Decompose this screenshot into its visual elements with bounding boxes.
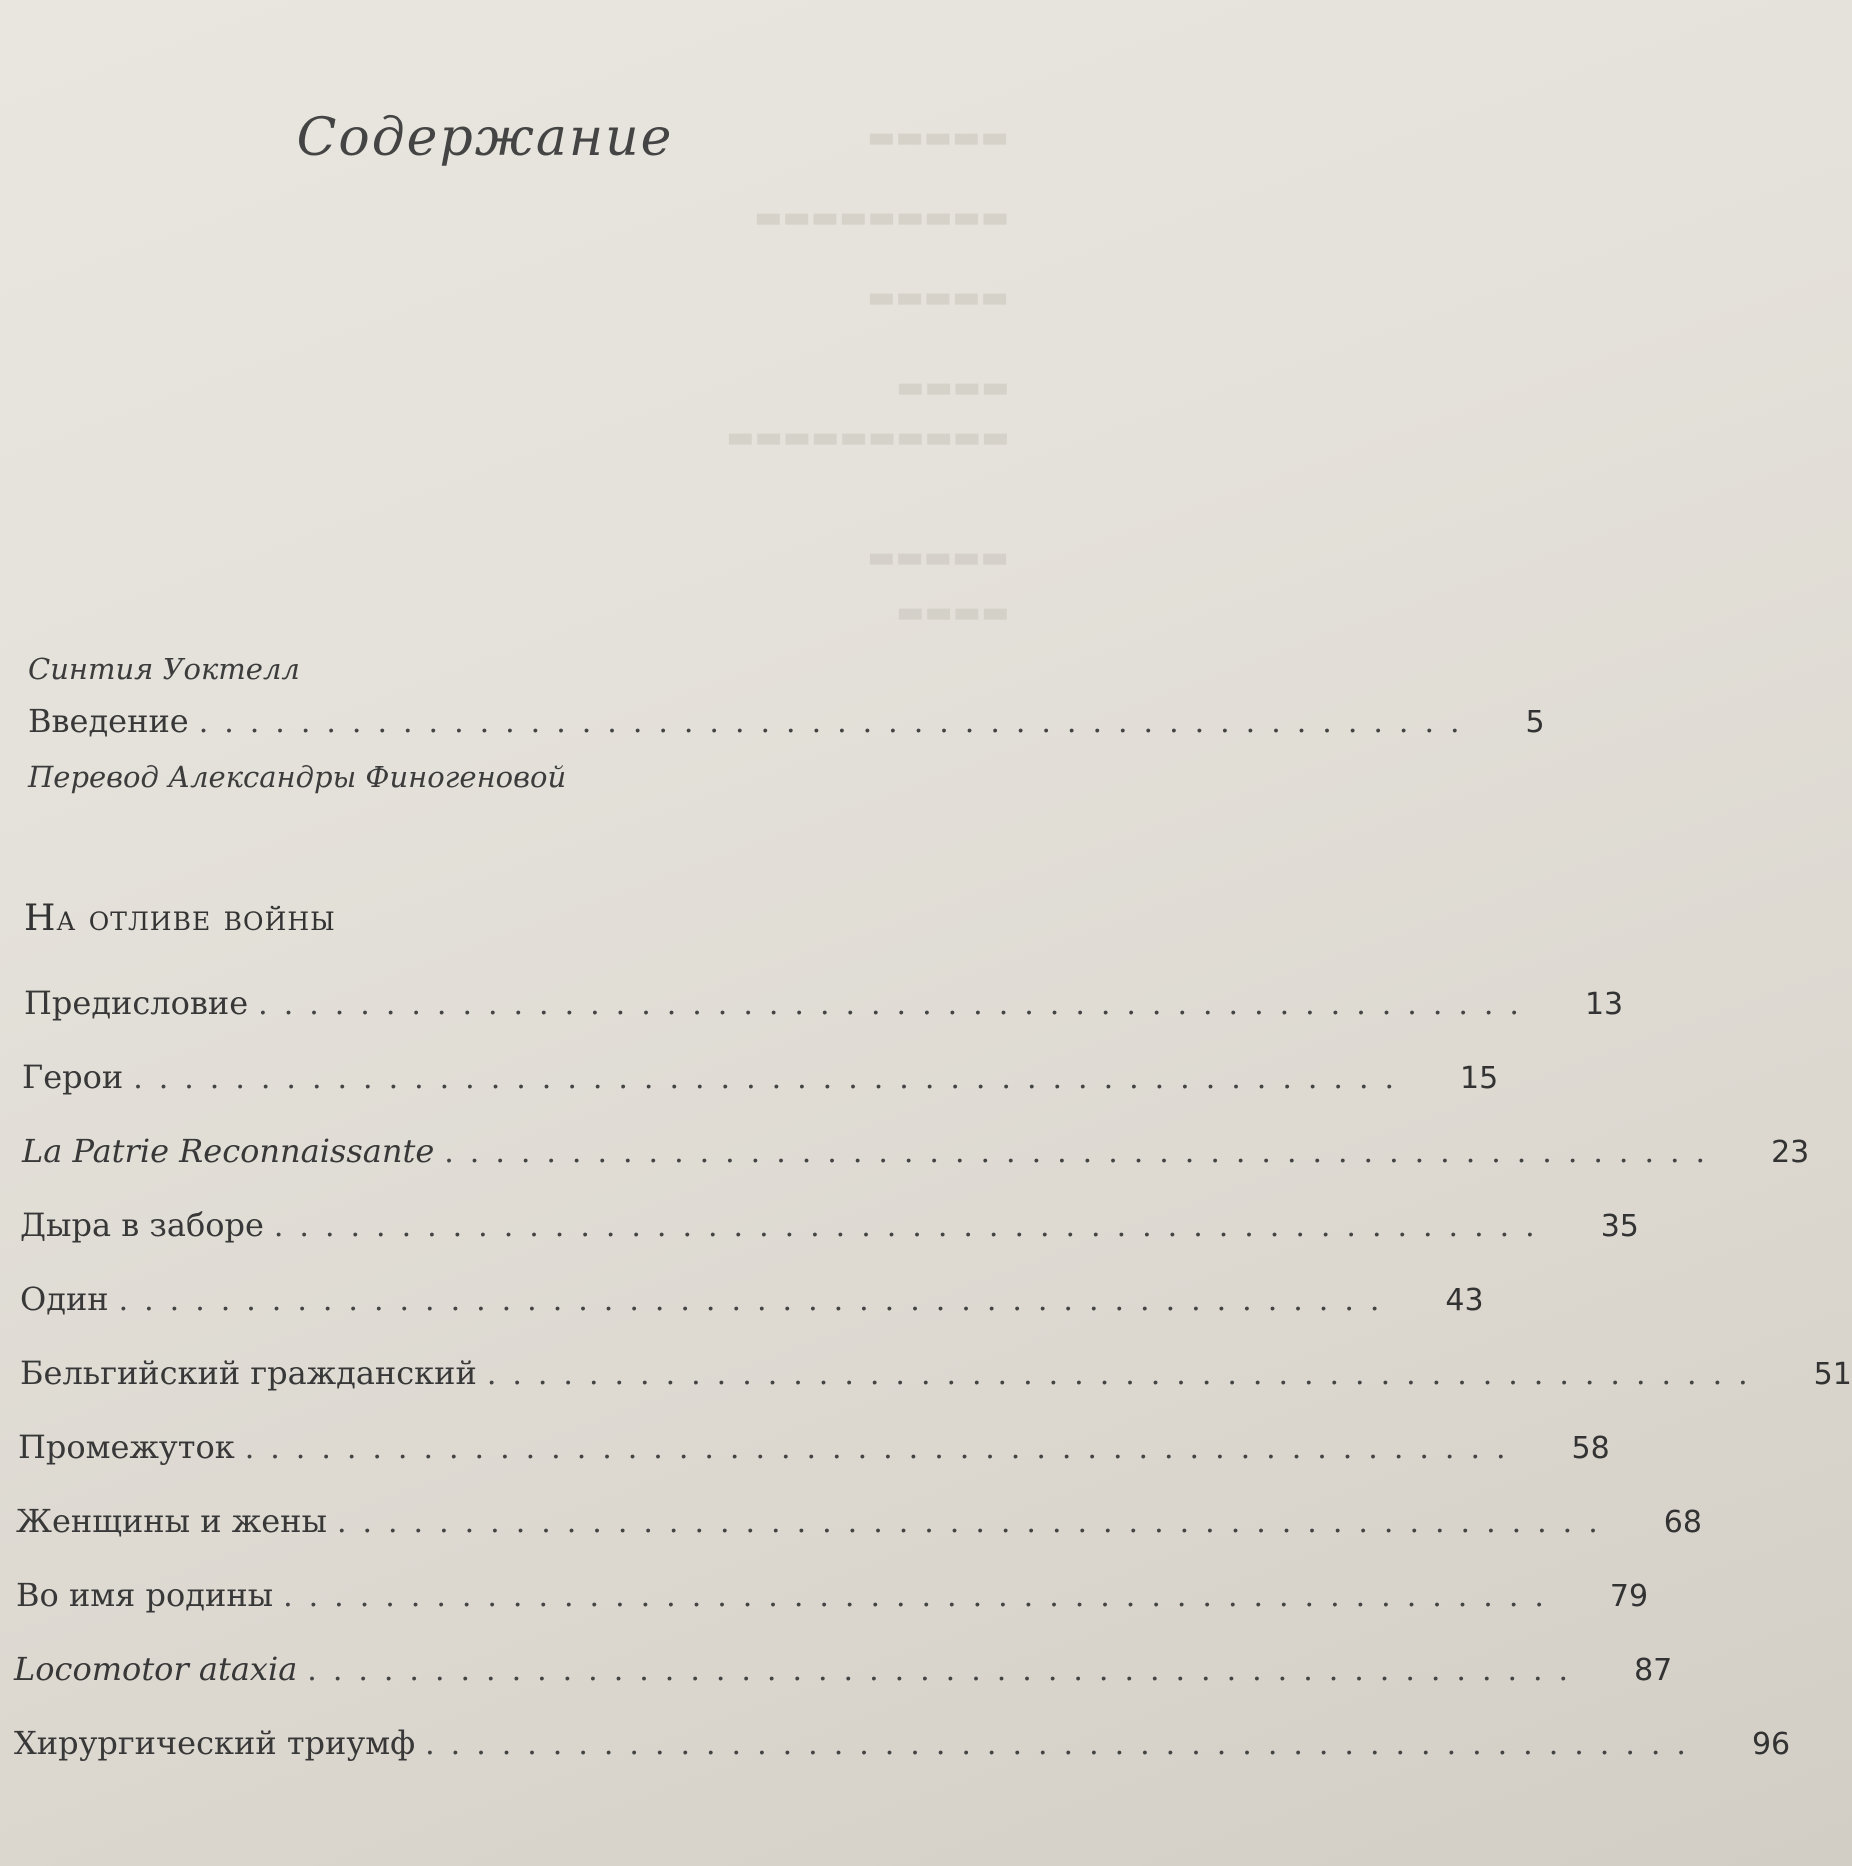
- toc-label: Locomotor ataxia: [14, 1650, 298, 1688]
- bleed-through-texture: ▬▬▬▬▬▬▬▬▬▬: [725, 420, 1009, 455]
- toc-row: [18, 1428, 1610, 1472]
- toc-label: Женщины и жены: [16, 1502, 327, 1540]
- toc-page-number: 5: [1525, 705, 1545, 740]
- toc-label: Бельгийский гражданский: [20, 1354, 477, 1392]
- toc-label: Предисловие: [24, 984, 249, 1022]
- toc-row: [20, 1354, 1852, 1398]
- toc-leader-dots: ..................................................: [486, 1357, 1764, 1392]
- toc-page-number: 35: [1600, 1209, 1639, 1244]
- toc-leader-dots: ..................................................: [444, 1135, 1722, 1170]
- toc-label: Введение: [28, 702, 189, 740]
- toc-row: [20, 1280, 1484, 1324]
- toc-page-number: 51: [1813, 1357, 1852, 1392]
- toc-row: [22, 1132, 1810, 1176]
- bleed-through-texture: ▬▬▬▬▬: [867, 280, 1009, 315]
- toc-leader-dots: ..................................................: [198, 705, 1476, 740]
- toc-leader-dots: ..................................................: [244, 1431, 1522, 1466]
- toc-page-number: 13: [1584, 987, 1624, 1022]
- toc-page-number: 15: [1460, 1061, 1499, 1096]
- toc-page-number: 68: [1663, 1505, 1702, 1540]
- toc-leader-dots: ..................................................: [133, 1061, 1411, 1096]
- toc-label: La Patrie Reconnaissante: [22, 1132, 435, 1170]
- page-title: Содержание: [296, 108, 674, 168]
- toc-page-number: 87: [1634, 1653, 1673, 1688]
- toc-page-number: 58: [1571, 1431, 1610, 1466]
- toc-leader-dots: ..................................................: [425, 1727, 1702, 1762]
- toc-leader-dots: ..................................................: [307, 1653, 1585, 1688]
- toc-row: [14, 1650, 1673, 1694]
- toc-page-number: 23: [1771, 1135, 1810, 1170]
- bleed-through-texture: ▬▬▬▬▬: [867, 120, 1009, 155]
- toc-row: [16, 1502, 1702, 1546]
- toc-label: Дыра в заборе: [20, 1206, 264, 1244]
- section-heading: На отливе войны: [24, 898, 336, 939]
- toc-leader-dots: ..................................................: [118, 1283, 1396, 1318]
- toc-leader-dots: ..................................................: [283, 1579, 1560, 1614]
- toc-page-number: 79: [1609, 1579, 1649, 1614]
- toc-row: [22, 1058, 1499, 1102]
- toc-label: Хирургический триумф: [14, 1724, 416, 1762]
- toc-row-intro: [28, 702, 1545, 746]
- toc-page-number: 43: [1445, 1283, 1484, 1318]
- toc-leader-dots: ..................................................: [273, 1209, 1551, 1244]
- bleed-through-texture: ▬▬▬▬: [895, 595, 1009, 630]
- toc-row: [14, 1724, 1791, 1768]
- bleed-through-texture: ▬▬▬▬: [895, 370, 1009, 405]
- toc-label: Во имя родины: [16, 1576, 274, 1614]
- bleed-through-texture: ▬▬▬▬▬▬▬▬▬: [753, 200, 1009, 235]
- toc-label: Герои: [22, 1058, 124, 1096]
- intro-author: Синтия Уоктелл: [28, 652, 300, 686]
- bleed-through-texture: ▬▬▬▬▬: [867, 540, 1009, 575]
- toc-leader-dots: ..................................................: [258, 987, 1535, 1022]
- intro-translator: Перевод Александры Финогеновой: [28, 760, 567, 794]
- toc-label: Один: [20, 1280, 109, 1318]
- toc-row: [24, 984, 1624, 1028]
- toc-leader-dots: ..................................................: [336, 1505, 1614, 1540]
- toc-page-number: 96: [1751, 1727, 1791, 1762]
- toc-label: Промежуток: [18, 1428, 235, 1466]
- toc-row: [16, 1576, 1649, 1620]
- toc-row: [20, 1206, 1639, 1250]
